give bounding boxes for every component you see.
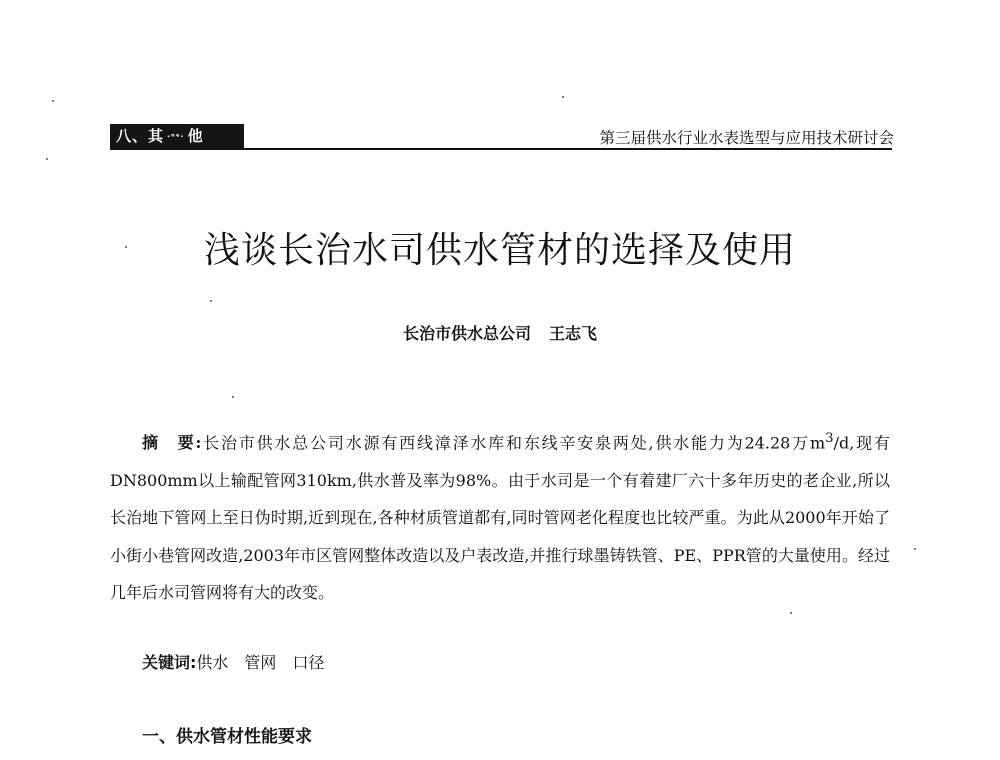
keyword-item: 供水 xyxy=(196,653,229,672)
abstract-superscript: 3 xyxy=(825,431,834,446)
keywords-label: 关键词: xyxy=(142,653,197,672)
abstract-text-part2: /d,现有DN800mm以上输配管网310km,供水普及率为98%。由于水司是一个有着建厂六十多年历史的老企业,所以长治地下管网上至日伪时期,近到现在,各种材质管道都有,同时管网老化程度也比较严重。为此从2000年开始了小街小巷管网改造,2003年市区管网整体改造以及户表改造,并推行球墨铸铁管、PE、PPR管的大量使用。经过几年后水司管网将有大的改变。 xyxy=(110,433,890,603)
header-rule xyxy=(110,148,892,150)
section-heading: 一、供水管材性能要求 xyxy=(142,727,312,747)
abstract-text-part1: 长治市供水总公司水源有西线漳泽水库和东线辛安泉两处,供水能力为24.28万m xyxy=(201,433,826,453)
conference-title: 第三届供水行业水表选型与应用技术研讨会 xyxy=(599,129,894,147)
scan-speck xyxy=(210,300,212,302)
keyword-item: 管网 xyxy=(244,653,277,672)
scan-speck xyxy=(562,96,564,98)
section-tag-mid: ·ⁿᵉ· xyxy=(167,131,185,141)
keywords xyxy=(142,650,324,673)
section-tag-start: 八、其 xyxy=(116,127,165,145)
author-organization: 长治市供水总公司 xyxy=(402,324,531,343)
author-name: 王志飞 xyxy=(549,324,598,343)
scan-speck xyxy=(52,100,54,102)
scan-speck xyxy=(914,548,916,550)
paper-title: 浅谈长治水司供水管材的选择及使用 xyxy=(203,230,796,271)
keyword-item: 口径 xyxy=(292,653,325,672)
abstract-label: 摘 要: xyxy=(142,433,202,453)
section-tag-end: 他 xyxy=(187,127,204,145)
byline xyxy=(0,321,1000,344)
section-tag xyxy=(110,124,244,148)
abstract xyxy=(110,420,890,612)
scan-speck xyxy=(46,158,48,160)
scan-speck xyxy=(232,396,234,398)
scan-speck xyxy=(125,246,127,248)
scan-speck xyxy=(790,612,792,614)
